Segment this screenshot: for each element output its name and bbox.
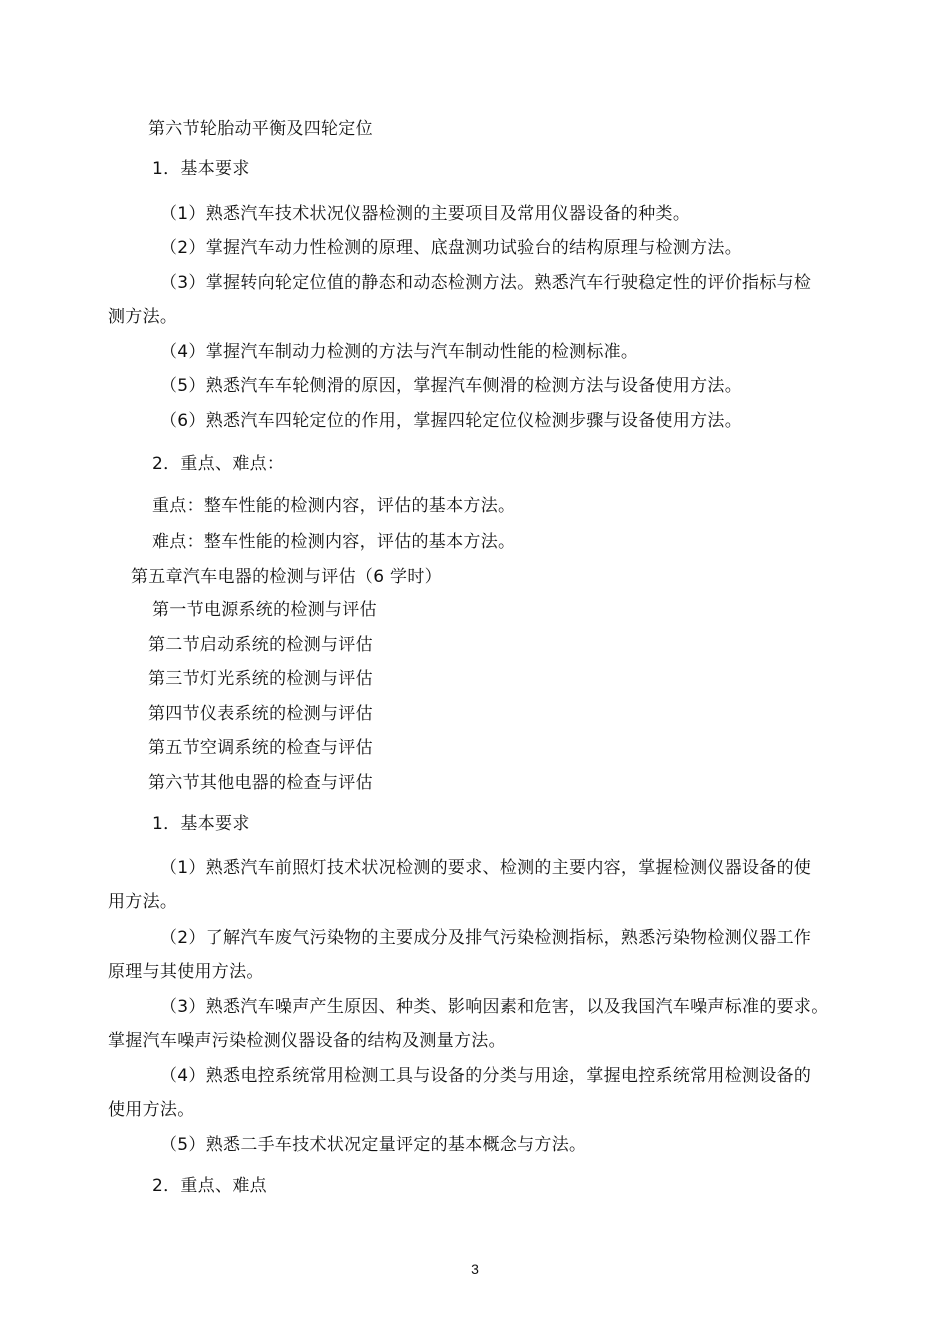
requirement-item: （1）熟悉汽车前照灯技术状况检测的要求、检测的主要内容，掌握检测仪器设备的使 xyxy=(160,858,812,878)
requirement-item-continuation: 测方法。 xyxy=(108,307,178,327)
requirement-item-continuation: 原理与其使用方法。 xyxy=(108,962,264,982)
chapter-section: 第五节空调系统的检查与评估 xyxy=(148,738,373,758)
requirement-item-continuation: 掌握汽车噪声污染检测仪器设备的结构及测量方法。 xyxy=(108,1031,506,1051)
chapter-section: 第三节灯光系统的检测与评估 xyxy=(148,669,373,689)
requirement-item: （4）熟悉电控系统常用检测工具与设备的分类与用途，掌握电控系统常用检测设备的 xyxy=(160,1066,812,1086)
requirement-item-continuation: 用方法。 xyxy=(108,892,178,912)
requirement-item: （1）熟悉汽车技术状况仪器检测的主要项目及常用仪器设备的种类。 xyxy=(160,204,691,224)
difficult-point: 难点：整车性能的检测内容，评估的基本方法。 xyxy=(152,532,516,552)
chapter-title: 第五章汽车电器的检测与评估（6 学时） xyxy=(131,567,442,587)
requirement-item-continuation: 使用方法。 xyxy=(108,1100,195,1120)
requirement-item: （4）掌握汽车制动力检测的方法与汽车制动性能的检测标准。 xyxy=(160,342,639,362)
requirement-item: （2）了解汽车废气污染物的主要成分及排气污染检测指标，熟悉污染物检测仪器工作 xyxy=(160,928,812,948)
requirements-heading: 1．基本要求 xyxy=(152,159,250,179)
key-points-heading: 2．重点、难点： xyxy=(152,454,285,474)
chapter-section: 第四节仪表系统的检测与评估 xyxy=(148,704,373,724)
chapter-section: 第六节其他电器的检查与评估 xyxy=(148,773,373,793)
requirements-heading: 1．基本要求 xyxy=(152,814,250,834)
requirement-item: （2）掌握汽车动力性检测的原理、底盘测功试验台的结构原理与检测方法。 xyxy=(160,238,743,258)
page-number: 3 xyxy=(471,1261,479,1277)
requirement-item: （5）熟悉汽车车轮侧滑的原因，掌握汽车侧滑的检测方法与设备使用方法。 xyxy=(160,376,743,396)
chapter-section: 第二节启动系统的检测与评估 xyxy=(148,635,373,655)
requirement-item: （3）熟悉汽车噪声产生原因、种类、影响因素和危害，以及我国汽车噪声标准的要求。 xyxy=(160,997,829,1017)
requirement-item: （5）熟悉二手车技术状况定量评定的基本概念与方法。 xyxy=(160,1135,587,1155)
key-point: 重点：整车性能的检测内容，评估的基本方法。 xyxy=(152,496,516,516)
requirement-item: （3）掌握转向轮定位值的静态和动态检测方法。熟悉汽车行驶稳定性的评价指标与检 xyxy=(160,273,812,293)
requirement-item: （6）熟悉汽车四轮定位的作用，掌握四轮定位仪检测步骤与设备使用方法。 xyxy=(160,411,743,431)
key-points-heading: 2．重点、难点 xyxy=(152,1176,267,1196)
section-title: 第六节轮胎动平衡及四轮定位 xyxy=(148,119,373,139)
chapter-section: 第一节电源系统的检测与评估 xyxy=(152,600,377,620)
